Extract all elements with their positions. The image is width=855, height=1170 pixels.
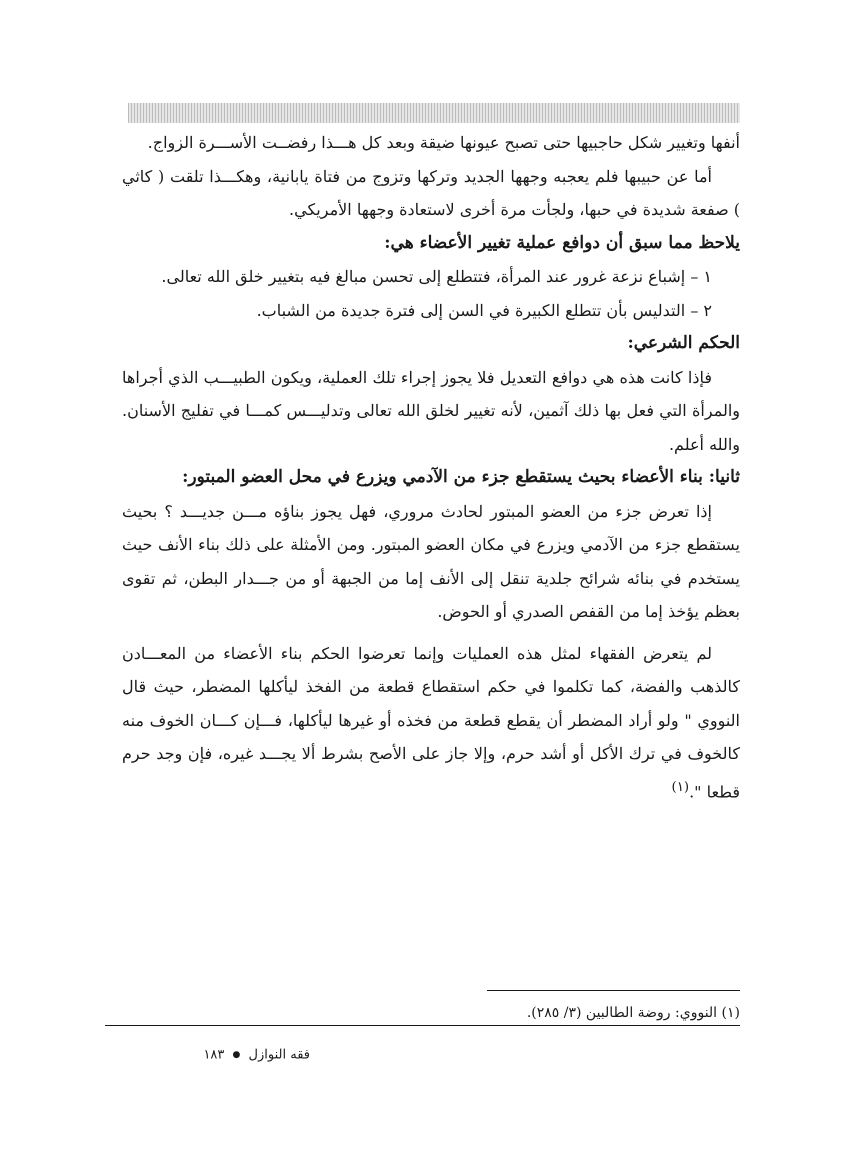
header-band — [128, 103, 740, 123]
footnote-text: النووي: روضة الطالبين (٣/ ٢٨٥). — [526, 1005, 718, 1021]
footnote — [300, 1003, 740, 1023]
running-footer — [110, 1046, 310, 1065]
footnote-reference[interactable]: (١) — [671, 779, 690, 795]
footer-divider — [105, 1025, 740, 1026]
paragraph-1: أنفها وتغيير شكل حاجبيها حتى تصبح عيونها ضيقة وبعد كل هـــذا رفضــت الأســـرة الزواج. — [147, 133, 740, 152]
footnote-divider — [487, 990, 740, 991]
footer-book-title: فقه النوازل — [248, 1047, 310, 1063]
paragraph-3: فإذا كانت هذه هي دوافع التعديل فلا يجوز إجراء تلك العملية، ويكون الطبيـــب الذي أجراها والمرأة التي فعل بها ذلك آثمين، لأنه تغيير لخلق الله تعالى وتدليـــس كمـــا في تفليج الأسنان. والله أعلم. — [122, 367, 740, 454]
list-item-1: ١ – إشباع نزعة غرور عند المرأة، فتتطلع إلى تحسن مبالغ فيه بتغيير خلق الله تعالى. — [161, 267, 712, 286]
footer-bullet-icon: ● — [232, 1050, 241, 1060]
paragraph-5-text: لم يتعرض الفقهاء لمثل هذه العمليات وإنما تعرضوا الحكم بناء الأعضاء من المعـــادن كالذهب والفضة، كما تكلموا في حكم استقطاع قطعة من الفخذ ليأكلها المضطر، حيث قال النووي " ولو أراد المضطر أن يقطع قطعة من فخذه أو غيرها ليأكلها، فـــإن كـــان الخوف منه كالخوف في ترك الأكل أو أشد حرم، وإلا جاز على الأصح بشرط ألا يجـــد غيره، فإن وجد حرم قطعا ". — [122, 643, 740, 801]
paragraph-2: أما عن حبيبها فلم يعجبه وجهها الجديد وتركها وتزوج من فتاة يابانية، وهكـــذا تلقت ( كاثي ) صفعة شديدة في حبها، ولجأت مرة أخرى لاستعادة وجهها الأمريكي. — [122, 166, 740, 219]
page-number: ١٨٣ — [203, 1047, 225, 1063]
paragraph-5 — [122, 637, 740, 809]
paragraph-4: إذا تعرض جزء من العضو المبتور لحادث مروري، فهل يجوز بناؤه مـــن جديـــد ؟ بحيث يستقطع جزء من الآدمي ويزرع في مكان العضو المبتور. ومن الأمثلة على ذلك بناء الأنف حيث يستخدم في بنائه شرائح جلدية تنقل إلى الأنف إما من الجبهة أو من جـــدار البطن، ثم تقوى بعظم يؤخذ إما من القفص الصدري أو الحوض. — [122, 501, 740, 621]
section-heading-ruling: الحكم الشرعي: — [627, 333, 740, 353]
page-body — [122, 126, 740, 808]
section-heading-second: ثانيا: بناء الأعضاء بحيث يستقطع جزء من الآدمي ويزرع في محل العضو المبتور: — [182, 467, 740, 487]
section-heading-motives: يلاحظ مما سبق أن دوافع عملية تغيير الأعضاء هي: — [384, 232, 740, 253]
list-item-2: ٢ – التدليس بأن تتطلع الكبيرة في السن إلى فترة جديدة من الشباب. — [256, 300, 712, 320]
footnote-number: (١) — [721, 1005, 740, 1021]
